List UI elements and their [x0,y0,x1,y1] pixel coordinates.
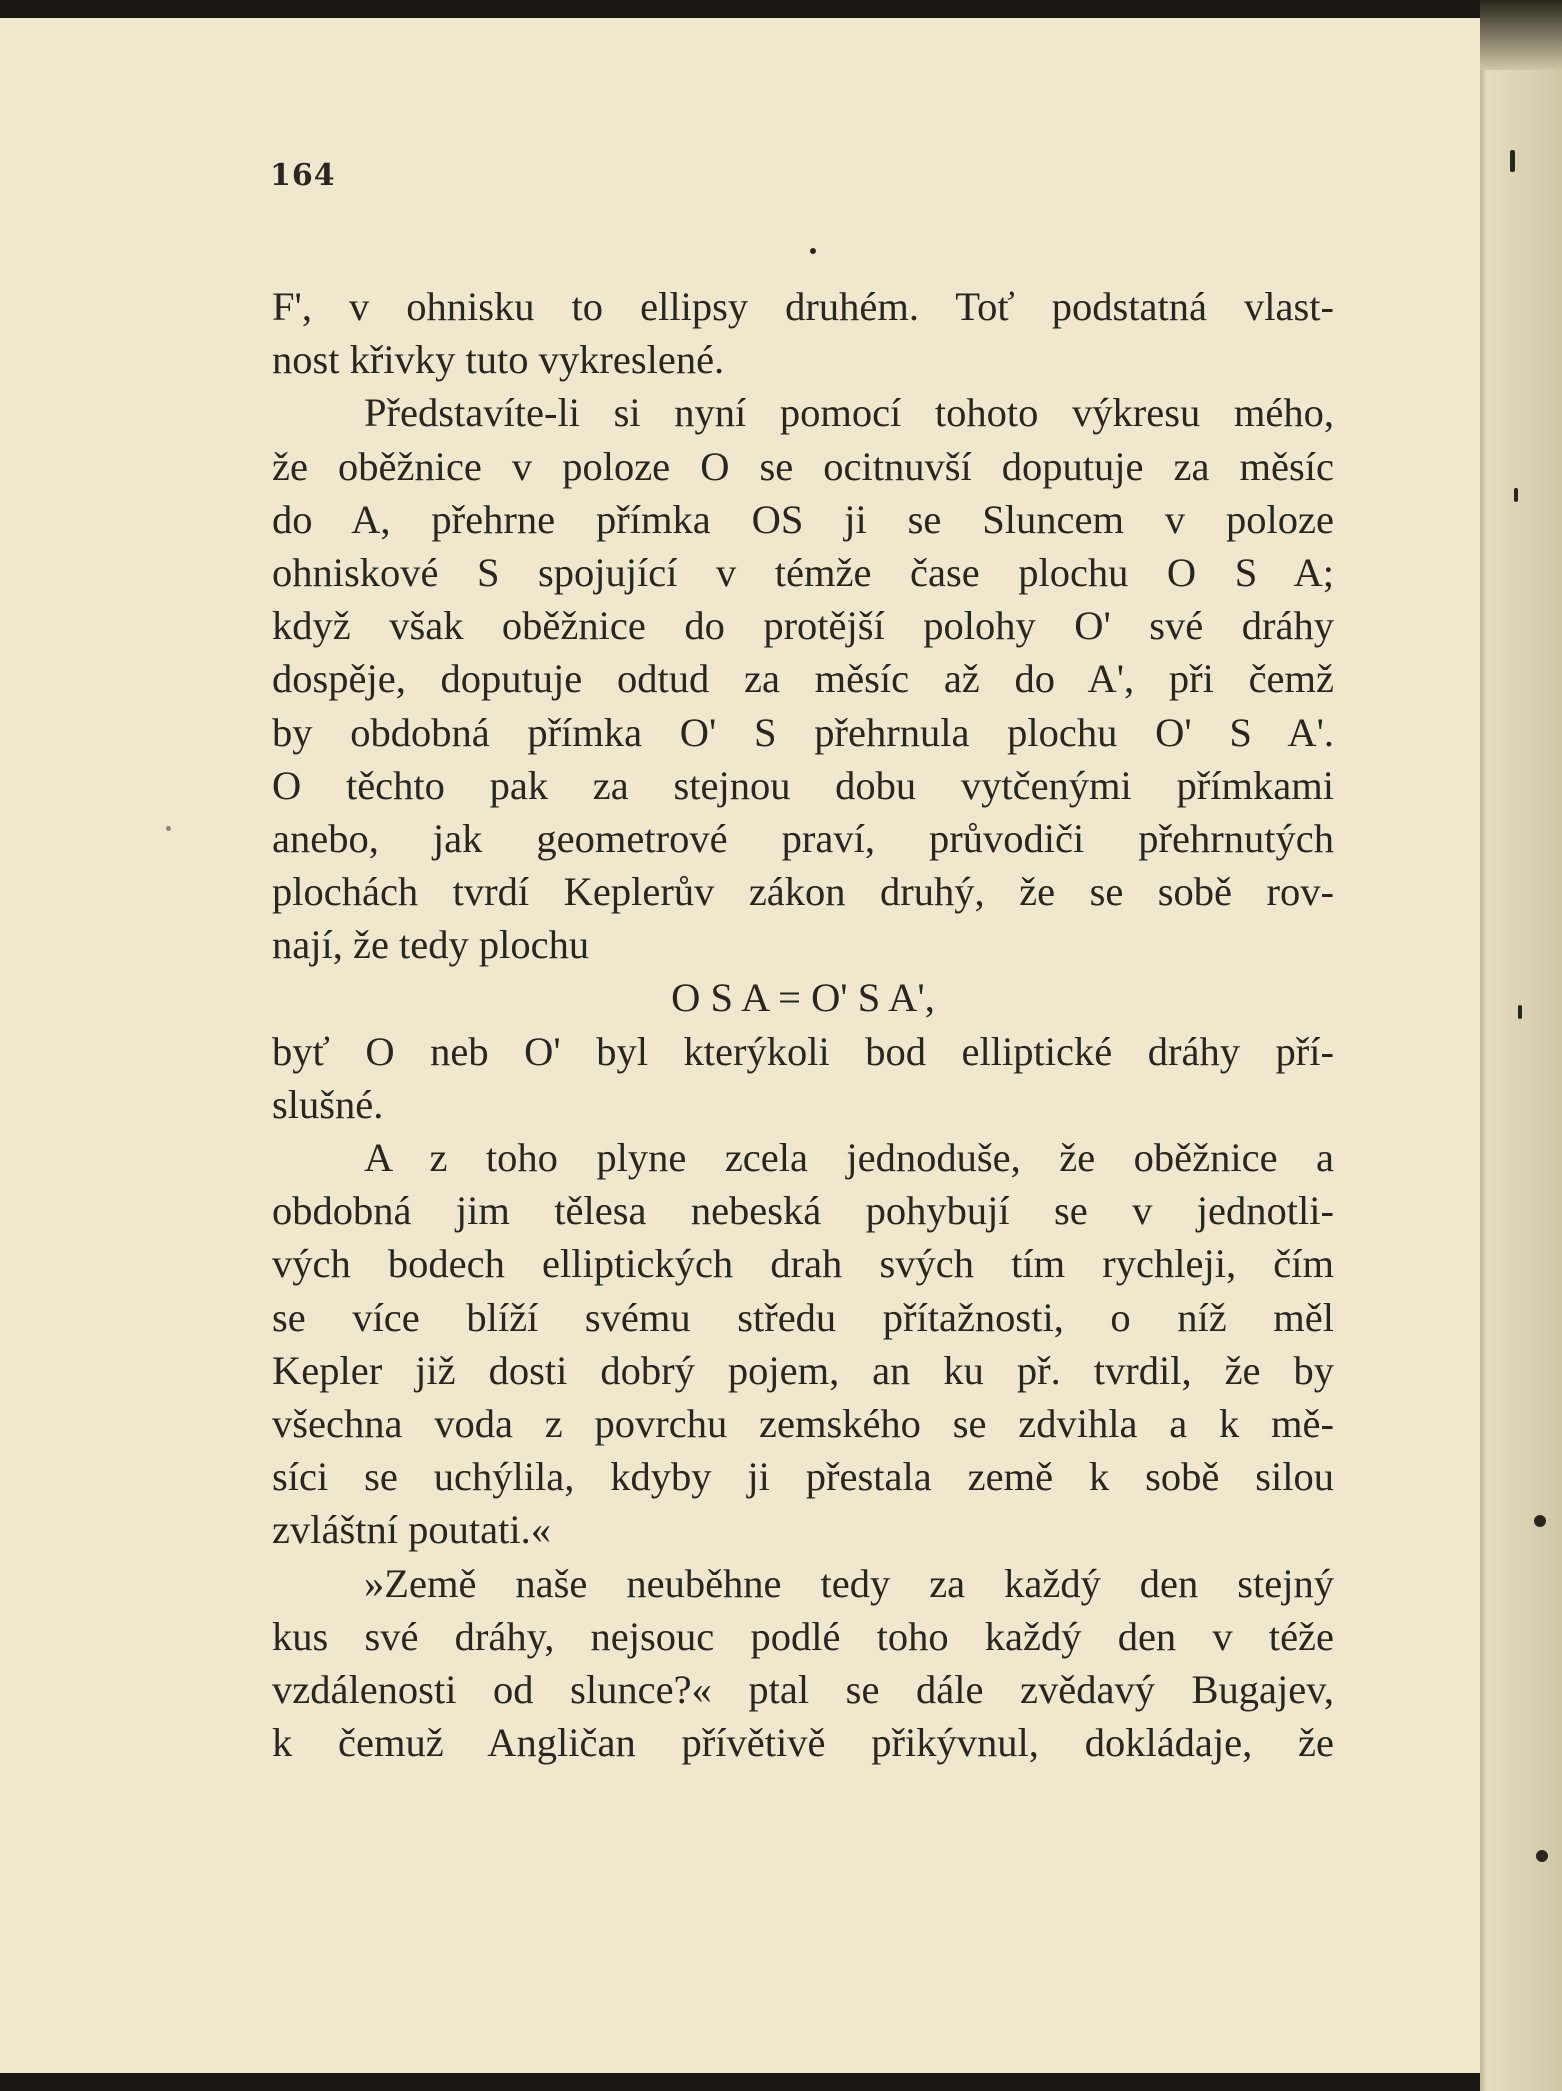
paragraph-start-line: Představíte-li si nyní pomocí tohoto výkresu mého, [364,390,1334,436]
page-fold [1480,0,1486,2091]
text-line: všechna voda z povrchu zemského se zdvihla a k mě- [272,1400,1334,1446]
text-line: že oběžnice v poloze O se ocitnuvší doputuje za měsíc [272,443,1334,489]
text-line: vých bodech elliptických drah svých tím rychleji, čím [272,1241,1334,1287]
ink-speck [810,248,816,254]
edge-mark [1534,1515,1546,1527]
ink-speck [166,826,171,831]
text-line: by obdobná přímka O' S přehrnula plochu O' S A'. [272,709,1334,755]
text-line: kus své dráhy, nejsouc podlé toho každý den v téže [272,1613,1334,1659]
body-text [272,280,1334,1769]
text-line: slušné. [272,1081,384,1127]
text-line: obdobná jim tělesa nebeská pohybují se v jednotli- [272,1188,1334,1234]
page-corner-shadow [1480,0,1562,70]
edge-mark [1518,1005,1522,1019]
edge-mark [1510,150,1515,172]
text-line: do A, přehrne přímka OS ji se Sluncem v poloze [272,496,1334,542]
text-line: byť O neb O' byl kterýkoli bod elliptické dráhy pří- [272,1028,1334,1074]
text-line: síci se uchýlila, kdyby ji přestala země k sobě silou [272,1454,1334,1500]
text-line: Kepler již dosti dobrý pojem, an ku př. tvrdil, že by [272,1347,1334,1393]
text-line: F', v ohnisku to ellipsy druhém. Toť podstatná vlast- [272,284,1334,329]
text-line: když však oběžnice do protější polohy O' své dráhy [272,603,1334,649]
text-line: nají, že tedy plochu [272,922,590,968]
text-line: nost křivky tuto vykreslené. [272,337,725,383]
text-line: dospěje, doputuje odtud za měsíc až do A', při čemž [272,656,1334,702]
text-line: k čemuž Angličan přívětivě přikývnul, dokládaje, že [272,1720,1334,1766]
paragraph-start-line: A z toho plyne zcela jednoduše, že oběžnice a [364,1135,1334,1180]
book-page [0,18,1480,2073]
text-line: O těchto pak za stejnou dobu vytčenými přímkami [272,762,1334,808]
text-line: ohniskové S spojující v témže čase plochu O S A; [272,549,1334,595]
page-edge [1480,0,1562,2091]
edge-mark [1514,488,1518,502]
edge-mark [1536,1850,1548,1862]
equation-line: O S A = O' S A', [671,975,935,1021]
text-line: se více blíží svému středu přítažnosti, o níž měl [272,1294,1334,1340]
page-number: 164 [270,158,336,193]
text-line: plochách tvrdí Keplerův zákon druhý, že se sobě rov- [272,869,1334,915]
paragraph-start-line: »Země naše neuběhne tedy za každý den stejný [364,1560,1334,1606]
text-line: vzdálenosti od slunce?« ptal se dále zvědavý Bugajev, [272,1666,1334,1712]
text-line: zvláštní poutati.« [272,1507,551,1553]
text-line: anebo, jak geometrové praví, průvodiči přehrnutých [272,815,1334,861]
